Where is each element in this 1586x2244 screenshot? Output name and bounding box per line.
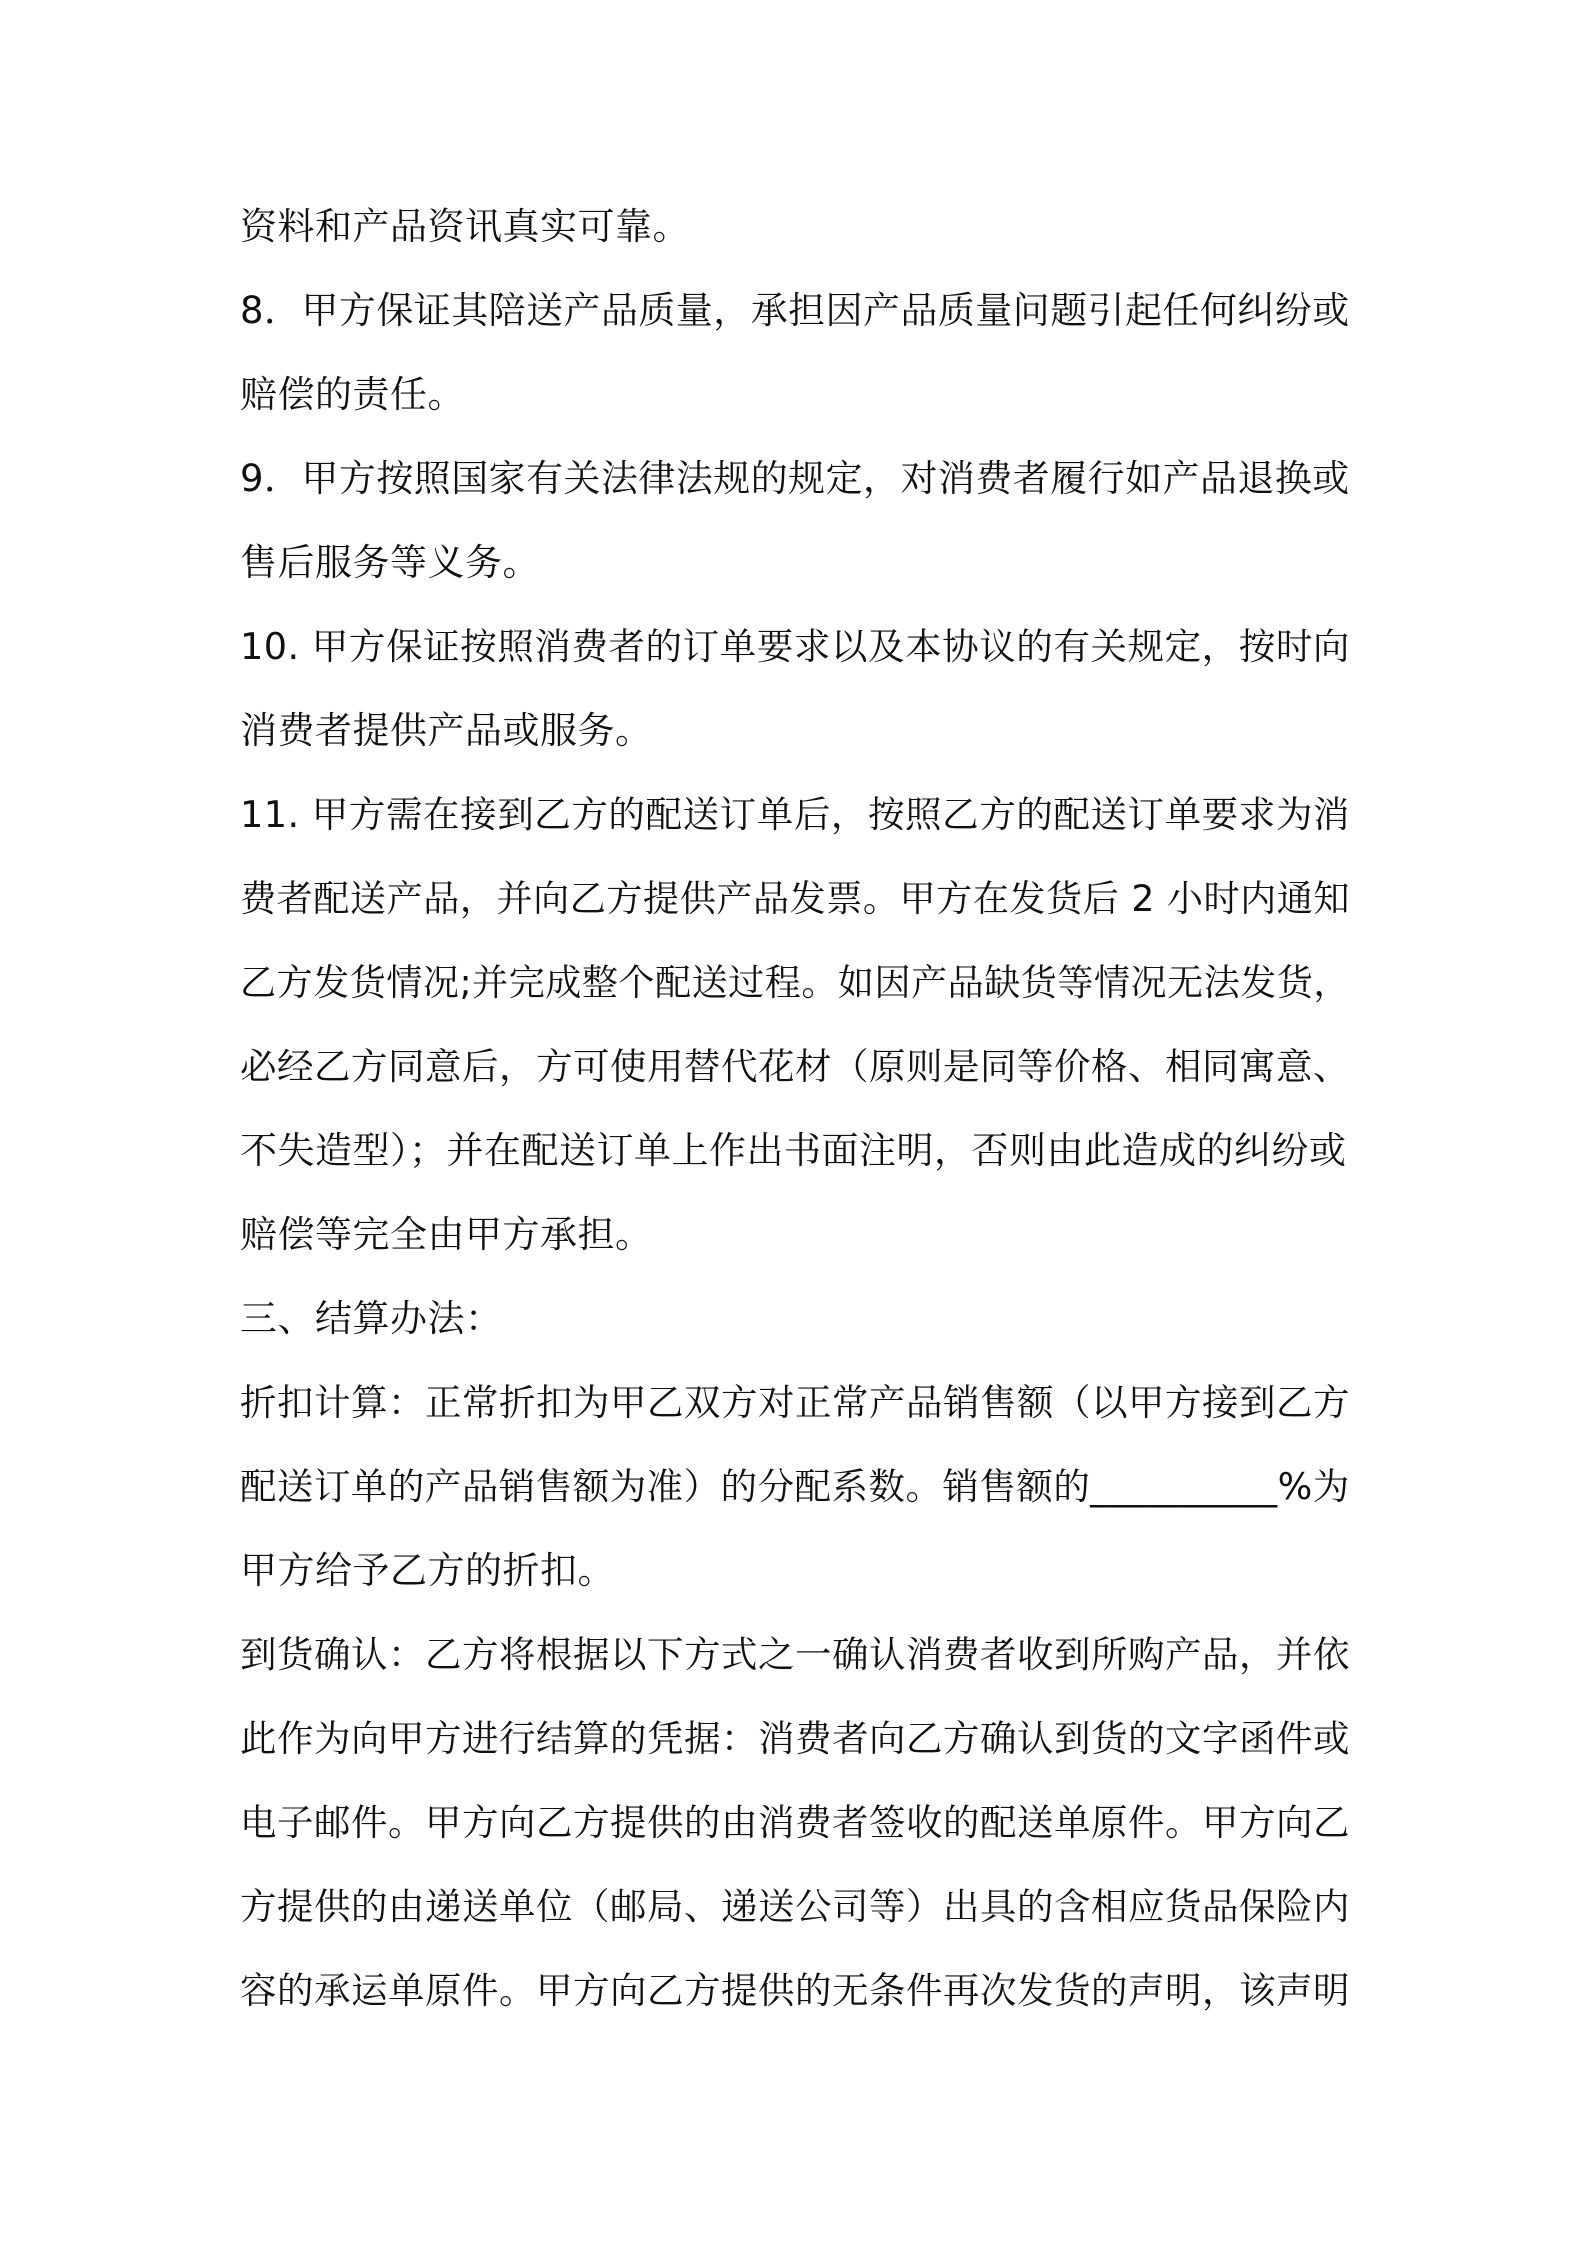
text-line: 资料和产品资讯真实可靠。 bbox=[240, 205, 690, 248]
text-line: 甲方给予乙方的折扣。 bbox=[240, 1549, 615, 1592]
document-body bbox=[240, 185, 1350, 2033]
section-heading: 三、结算办法： bbox=[240, 1297, 503, 1340]
text-line: 必经乙方同意后，方可使用替代花材（原则是同等价格、相同寓意、 bbox=[240, 1045, 1350, 1088]
text-line: 费者配送产品，并向乙方提供产品发票。甲方在发货后 2 小时内通知 bbox=[240, 877, 1351, 920]
text-line: 电子邮件。甲方向乙方提供的由消费者签收的配送单原件。甲方向乙 bbox=[240, 1801, 1350, 1844]
clause-9: 9．甲方按照国家有关法律法规的规定，对消费者履行如产品退换或 bbox=[240, 457, 1350, 500]
delivery-confirmation: 到货确认：乙方将根据以下方式之一确认消费者收到所购产品，并依 bbox=[240, 1633, 1350, 1676]
text-line: 赔偿等完全由甲方承担。 bbox=[240, 1213, 653, 1256]
text-line: 乙方发货情况;并完成整个配送过程。如因产品缺货等情况无法发货， bbox=[240, 962, 1351, 1004]
text-line: 不失造型）；并在配送订单上作出书面注明，否则由此造成的纠纷或 bbox=[240, 1129, 1347, 1172]
text-line: 消费者提供产品或服务。 bbox=[240, 709, 653, 752]
clause-8: 8．甲方保证其陪送产品质量，承担因产品质量问题引起任何纠纷或 bbox=[240, 289, 1350, 332]
discount-calculation: 折扣计算：正常折扣为甲乙双方对正常产品销售额（以甲方接到乙方 bbox=[240, 1381, 1350, 1424]
text-line: 配送订单的产品销售额为准）的分配系数。销售额的__________%为 bbox=[240, 1465, 1350, 1508]
text-line: 售后服务等义务。 bbox=[240, 541, 540, 584]
clause-10: 10. 甲方保证按照消费者的订单要求以及本协议的有关规定，按时向 bbox=[240, 625, 1350, 668]
text-line: 赔偿的责任。 bbox=[240, 373, 465, 416]
text-line: 方提供的由递送单位（邮局、递送公司等）出具的含相应货品保险内 bbox=[240, 1885, 1350, 1928]
text-line: 此作为向甲方进行结算的凭据：消费者向乙方确认到货的文字函件或 bbox=[240, 1717, 1350, 1760]
text-line: 容的承运单原件。甲方向乙方提供的无条件再次发货的声明，该声明 bbox=[240, 1969, 1350, 2012]
clause-11: 11. 甲方需在接到乙方的配送订单后，按照乙方的配送订单要求为消 bbox=[240, 793, 1350, 836]
